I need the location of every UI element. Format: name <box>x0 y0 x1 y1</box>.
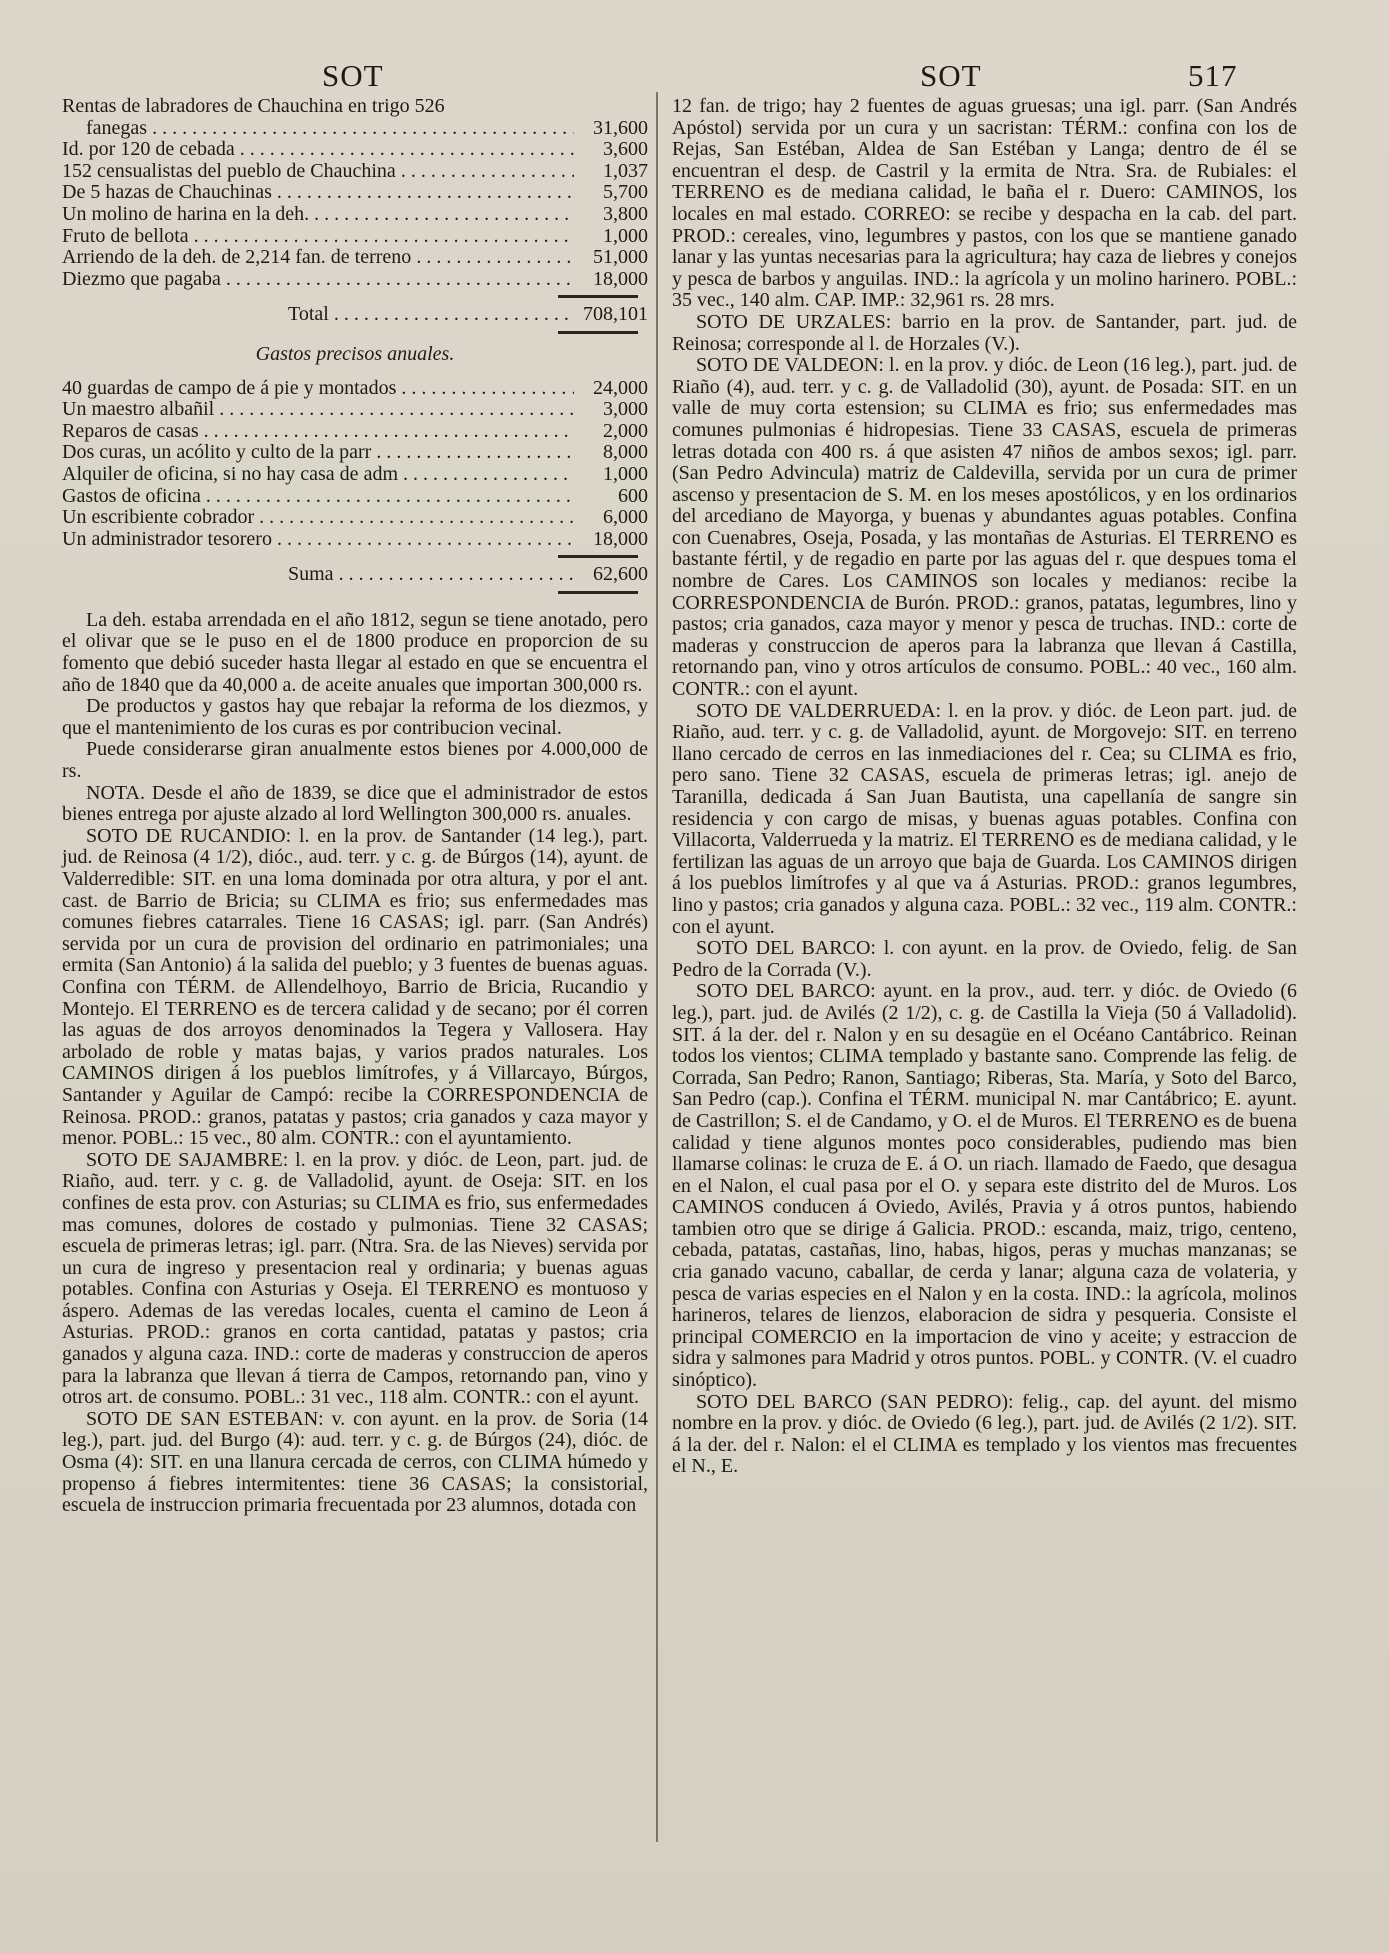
expense-row <box>62 442 648 464</box>
income-row <box>62 118 648 140</box>
income-label: Rentas de labradores de Chauchina en trigo 526 <box>62 96 445 117</box>
paragraph: La deh. estaba arrendada en el año 1812, segun se tiene anotado, pero el olivar que se le puso en el de 1800 produce en proporcion de su fomento que debió suceder hasta llegar al estado en que se encuentra el año de 1840 que da 40,000 a. de aceite anuales que importan 300,000 rs. <box>62 608 648 696</box>
income-label: Un molino de harina en la deh. . . . <box>62 204 574 226</box>
income-label: Diezmo que pagaba . . . <box>62 269 574 291</box>
expense-label: Reparos de casas . . . <box>62 421 574 443</box>
income-label: De 5 hazas de Chauchinas . . . <box>62 182 574 204</box>
entry-soto-de-rucandio: SOTO DE RUCANDIO: l. en la prov. de Santander (14 leg.), part. jud. de Reinosa (4 1/2), dióc., aud. terr. y c. g. de Búrgos (14), ayunt. de Valderredible: SIT. en una loma dominada por otra altura, y por el ant. cast. de Barrio de Bricia; su CLIMA es frio; sus enfermedades mas comunes fiebres catarrales. Tiene 16 CASAS; igl. parr. (San Andrés) servida por un cura de provision del ordinario en patrimoniales; una ermita (San Antonio) á la salida del pueblo; y 3 fuentes de buenas aguas. Confina con TÉRM. de Allendelhoyo, Barrio de Bricia, Rucandio y Montejo. El TERRENO es de tercera calidad y de secano; por él corren las aguas de dos arroyos denominados la Tegera y Vallosera. Hay arbolado de roble y matas bajas, y varios prados naturales. Los CAMINOS dirigen á los pueblos limítrofes, y á Villarcayo, Búrgos, Santander y Aguilar de Campó: recibe la CORRESPONDENCIA de Reinosa. PROD.: granos, patatas y pastos; cria ganados y caza mayor y menor. POBL.: 15 vec., 80 alm. CONTR.: con el ayuntamiento. <box>62 824 648 1150</box>
entry-soto-de-valdeon: SOTO DE VALDEON: l. en la prov. y dióc. de Leon (16 leg.), part. jud. de Riaño (4), aud. terr. y c. g. de Valladolid (30), ayunt. de Posada: SIT. en un valle de muy corta estension; su CLIMA es frio; sus enfermedades mas comunes pulmonias é hidropesias. Tiene 33 CASAS, escuela de primeras letras dotada con 400 rs. á que asisten 47 niños de ambos sexos; igl. parr. (San Pedro Advincula) matriz de Caldevilla, servida por un cura de primer ascenso y presentacion de S. M. en los meses apostólicos, y en los ordinarios del arcediano de Mayorga, y buenas y abundantes aguas potables. Confina con Cuenabres, Oseja, Posada, y las montañas de Asturias. El TERRENO es bastante fértil, y de regadio en parte por las aguas del r. que despues toma el nombre de Cares. Los CAMINOS son locales y medianos: recibe la CORRESPONDENCIA de Burón. PROD.: granos, patatas, legumbres, lino y pastos; cria ganados, caza mayor y menor y pesca de truchas. IND.: corte de maderas y construccion de aperos para la labranza que llevan á Castilla, retornando pan, vino y otros artículos de consumo. POBL.: 40 vec., 160 alm. CONTR.: con el ayunt. <box>672 354 1297 701</box>
total-rule <box>558 295 638 298</box>
income-amount: 1,037 <box>603 159 648 182</box>
expense-row <box>62 529 648 551</box>
expense-amount: 8,000 <box>603 441 648 464</box>
income-amount: 31,600 <box>593 116 648 139</box>
expense-amount: 6,000 <box>603 506 648 529</box>
left-running-header: SOT <box>322 58 384 93</box>
income-row <box>62 226 648 248</box>
income-row <box>62 139 648 161</box>
income-amount: 1,000 <box>603 224 648 247</box>
expense-amount: 2,000 <box>603 419 648 442</box>
entry-soto-de-san-esteban: SOTO DE SAN ESTEBAN: v. con ayunt. en la prov. de Soria (14 leg.), part. jud. del Burgo (4): aud. terr. y c. g. de Búrgos (24), dióc. de Osma (4): SIT. en una llanura cercada de cerros, con CLIMA húmedo y propenso á fiebres intermitentes: tiene 36 CASAS; la consistorial, escuela de instruccion primaria frecuentada por 23 alumnos, dotada con <box>62 1407 648 1517</box>
income-label: Id. por 120 de cebada . . . <box>62 139 574 161</box>
income-label: Fruto de bellota . . . <box>62 226 574 248</box>
expenses-heading: Gastos precisos anuales. <box>255 342 455 365</box>
income-row <box>62 96 648 118</box>
right-column <box>672 96 1297 1478</box>
income-row <box>62 247 648 269</box>
expense-label: 40 guardas de campo de á pie y montados . . . <box>62 378 574 400</box>
total-amount: 708,101 <box>583 303 648 326</box>
entry-soto-de-valderrueda: SOTO DE VALDERRUEDA: l. en la prov. y dióc. de Leon part. jud. de Riaño, aud. terr. y c. g. de Valladolid, ayunt. de Morgovejo: SIT. en terreno llano cercado de cerros en las inmediaciones del r. Cea; su CLIMA es frio, pero sano. Tiene 32 CASAS, escuela de primeras letras; igl. anejo de Taranilla, dedicada á San Juan Bautista, una capellanía de sangre sin residencia y con cargo de misas, y buenas aguas potables. Confina con Villacorta, Valderrueda y la matriz. El TERRENO es de mediana calidad, y le fertilizan las aguas de un arroyo que baja de Guarda. Los CAMINOS dirigen á los pueblos limítrofes y al que va á Asturias. PROD.: granos legumbres, lino y pastos; cria ganados y alguna caza. POBL.: 32 vec., 119 alm. CONTR.: con el ayunt. <box>672 699 1297 938</box>
sum-amount: 62,600 <box>593 563 648 586</box>
expense-row <box>62 399 648 421</box>
entry-soto-de-sajambre: SOTO DE SAJAMBRE: l. en la prov. y dióc. de Leon, part. jud. de Riaño, aud. terr. y c. g. de Valladolid, ayunt. de Oseja: SIT. en los confines de esta prov. con Asturias; su CLIMA es frio, sus enfermedades mas comunes, dolores de costado y pulmonias. Tiene 32 CASAS; escuela de primeras letras; igl. parr. (Ntra. Sra. de las Nieves) servida por un cura de ingreso y presentacion real y ordinaria; y buenas aguas potables. Confina con Asturias y Oseja. El TERRENO es montuoso y áspero. Ademas de las veredas locales, cuenta el camino de Leon á Asturias. PROD.: granos en corta cantidad, patatas y pastos; cria ganados y alguna caza. IND.: corte de maderas y construccion de aperos para la labranza que llevan á tierra de Campos, retornando pan, vino y otros art. de consumo. POBL.: 31 vec., 118 alm. CONTR.: con el ayunt. <box>62 1148 648 1409</box>
expense-label: Gastos de oficina . . . <box>62 486 574 508</box>
entry-soto-de-urzales: SOTO DE URZALES: barrio en la prov. de Santander, part. jud. de Reinosa; corresponde al l. de Horzales (V.). <box>672 310 1297 355</box>
expense-row <box>62 464 648 486</box>
income-amount: 18,000 <box>593 267 648 290</box>
page-number: 517 <box>1188 58 1238 93</box>
sum-rule <box>558 555 638 558</box>
left-column <box>62 96 648 1517</box>
total-label: Total . . . <box>288 304 574 326</box>
paragraph: Puede considerarse giran anualmente estos bienes por 4.000,000 de rs. <box>62 738 648 783</box>
income-row <box>62 269 648 291</box>
right-running-header: SOT <box>920 58 982 93</box>
note-paragraph: NOTA. Desde el año de 1839, se dice que el administrador de estos bienes entrega por ajuste alzado al lord Wellington 300,000 rs. anuales. <box>62 781 648 826</box>
expense-row <box>62 421 648 443</box>
income-amount: 5,700 <box>603 181 648 204</box>
sum-label: Suma . . . <box>288 564 574 586</box>
entry-soto-del-barco-lugar: SOTO DEL BARCO: l. con ayunt. en la prov. de Oviedo, felig. de San Pedro de la Corrada (V.). <box>672 937 1297 981</box>
total-rule-bottom <box>558 331 638 334</box>
expense-amount: 3,000 <box>603 398 648 421</box>
income-label: Arriendo de la deh. de 2,214 fan. de terreno . . . <box>62 247 574 269</box>
expense-row <box>62 378 648 400</box>
income-row <box>62 204 648 226</box>
income-row <box>62 182 648 204</box>
column-divider <box>656 92 658 1842</box>
expense-row <box>62 486 648 508</box>
entry-soto-del-barco-ayuntamiento: SOTO DEL BARCO: ayunt. en la prov., aud. terr. y dióc. de Oviedo (6 leg.), part. jud. de Avilés (2 1/2), c. g. de Castilla la Vieja (50 á Valladolid). SIT. á la der. del r. Nalon y en su desagüe en el Océano Cantábrico. Reinan todos los vientos; CLIMA templado y bastante sano. Comprende las felig. de Corrada, San Pedro; Ranon, Santiago; Riberas, Sta. María, y Soto del Barco, San Pedro (cap.). Confina el TÉRM. municipal N. mar Cantábrico; E. ayunt. de Castrillon; S. el de Candamo, y O. el de Muros. El TERRENO es de buena calidad y tiene algunos montes poco considerables, pudiendo mas bien llamarse colinas: le cruza de E. á O. un riach. llamado de Faedo, que desagua en el Nalon, el cual pasa por el O. y separa este distrito del de Muros. Los CAMINOS conducen á Oviedo, Avilés, Pravia y á otros puntos, habiendo tambien otro que se dirige á Galicia. PROD.: escanda, maiz, trigo, centeno, cebada, patatas, castañas, lino, habas, higos, peras y muchas manzanas; se cria ganado vacuno, caballar, de cerda y lanar; alguna caza de volateria, y pesca de varias especies en el Nalon y en la costa. IND.: la agrícola, molinos harineros, telares de lienzos, elaboracion de sidra y pesqueria. Consiste el principal COMERCIO en la importacion de vino y aceite; y estraccion de sidra y salmones para Madrid y otros puntos. POBL. y CONTR. (V. el cuadro sinóptico). <box>672 980 1297 1392</box>
total-row <box>62 304 648 326</box>
entry-soto-del-barco-san-pedro: SOTO DEL BARCO (SAN PEDRO): felig., cap. del ayunt. del mismo nombre en la prov. y dióc. de Oviedo (6 leg.), part. jud. de Avilés (2 1/2). SIT. á la der. del r. Nalon: el el CLIMA es templado y los vientos mas frecuentes el N., E. <box>672 1390 1297 1478</box>
sum-rule-bottom <box>558 591 638 594</box>
income-amount: 51,000 <box>593 246 648 269</box>
income-amount: 3,600 <box>603 138 648 161</box>
expense-label: Un administrador tesorero . . . <box>62 529 574 551</box>
expense-row <box>62 507 648 529</box>
income-label: 152 censualistas del pueblo de Chauchina . . . <box>62 161 574 183</box>
expense-amount: 18,000 <box>593 527 648 550</box>
income-row <box>62 161 648 183</box>
expense-label: Un escribiente cobrador . . . <box>62 507 574 529</box>
expense-label: Alquiler de oficina, si no hay casa de adm . . . <box>62 464 574 486</box>
paragraph: De productos y gastos hay que rebajar la reforma de los diezmos, y que el mantenimiento de los curas es por contribucion vecinal. <box>62 695 648 739</box>
expense-label: Un maestro albañil . . . <box>62 399 574 421</box>
expense-amount: 1,000 <box>603 462 648 485</box>
income-label: fanegas . . . <box>86 118 574 140</box>
sum-row <box>62 564 648 586</box>
income-amount: 3,800 <box>603 202 648 225</box>
expense-label: Dos curas, un acólito y culto de la parr . . . <box>62 442 574 464</box>
expense-amount: 600 <box>618 484 648 507</box>
entry-continuation: 12 fan. de trigo; hay 2 fuentes de aguas gruesas; una igl. parr. (San Andrés Apóstol) servida por un cura y un sacristan: TÉRM.: confina con los de Rejas, San Estéban, Aldea de San Estéban y Langa; dentro de él se encuentran el desp. de Castril y la ermita de Ntra. Sra. de Rubiales: el TERRENO es de mediana calidad, le baña el r. Duero: CAMINOS, los locales en mal estado. CORREO: se recibe y despacha en la cab. del part. PROD.: cereales, vino, legumbres y pastos, con los que se mantiene ganado lanar y las yuntas necesarias para la agricultura; hay caza de liebres y conejos y pesca de barbos y anguilas. IND.: la agrícola y un molino harinero. POBL.: 35 vec., 140 alm. CAP. IMP.: 32,961 rs. 28 mrs. <box>672 95 1297 312</box>
expense-amount: 24,000 <box>593 376 648 399</box>
